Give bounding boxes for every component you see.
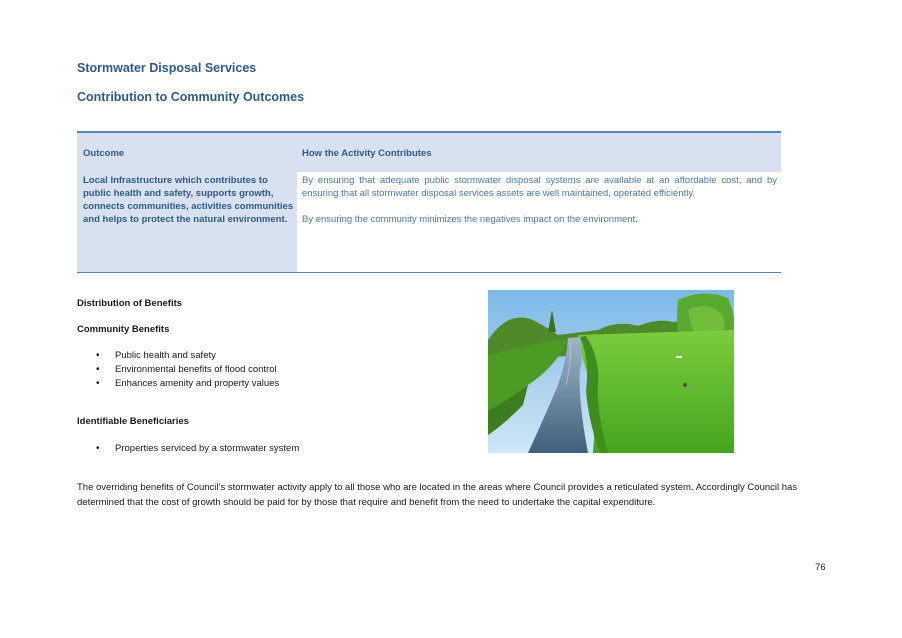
contribution-text-1: By ensuring that adequate public stormwater disposal systems are available at an affordable cost, and by ensuring that all stormwater disposal services assets are well maintained, operated efficiently.	[302, 175, 777, 199]
community-benefits-heading: Community Benefits	[77, 324, 170, 335]
beneficiaries-list	[77, 442, 299, 456]
outcome-text: Local Infrastructure which contributes to public health and safety, supports growth, connects communities, activities communities and helps to protect the natural environment.	[83, 175, 294, 225]
beneficiaries-heading: Identifiable Beneficiaries	[77, 416, 189, 427]
distribution-heading: Distribution of Benefits	[77, 298, 183, 309]
contribution-cell	[302, 174, 777, 239]
section-subtitle: Contribution to Community Outcomes	[77, 90, 305, 104]
column-header-outcome: Outcome	[83, 148, 125, 159]
outcomes-table	[77, 131, 781, 273]
list-item: • Public health and safety	[77, 349, 279, 363]
contribution-text-2: By ensuring the community minimizes the negatives impact on the environment.	[302, 214, 638, 225]
table-header	[77, 133, 781, 172]
list-item: • Enhances amenity and property values	[77, 377, 279, 391]
list-item: • Properties serviced by a stormwater system	[77, 442, 299, 456]
body-paragraph: The overriding benefits of Council’s stormwater activity apply to all those who are located in the areas where Council provides a reticulated system. Accordingly Council has determined that the cost of growth should be paid for by those that require and benefit from the need to undertake the capital expenditure.	[77, 482, 798, 508]
page-number: 76	[815, 562, 826, 573]
stream-photo-graphic	[488, 290, 734, 453]
column-header-contributes: How the Activity Contributes	[302, 148, 432, 159]
outcome-cell	[77, 172, 297, 272]
list-item: • Environmental benefits of flood control	[77, 363, 279, 377]
stream-photo	[488, 290, 734, 453]
community-benefits-list	[77, 349, 279, 391]
section-title: Stormwater Disposal Services	[77, 61, 257, 75]
